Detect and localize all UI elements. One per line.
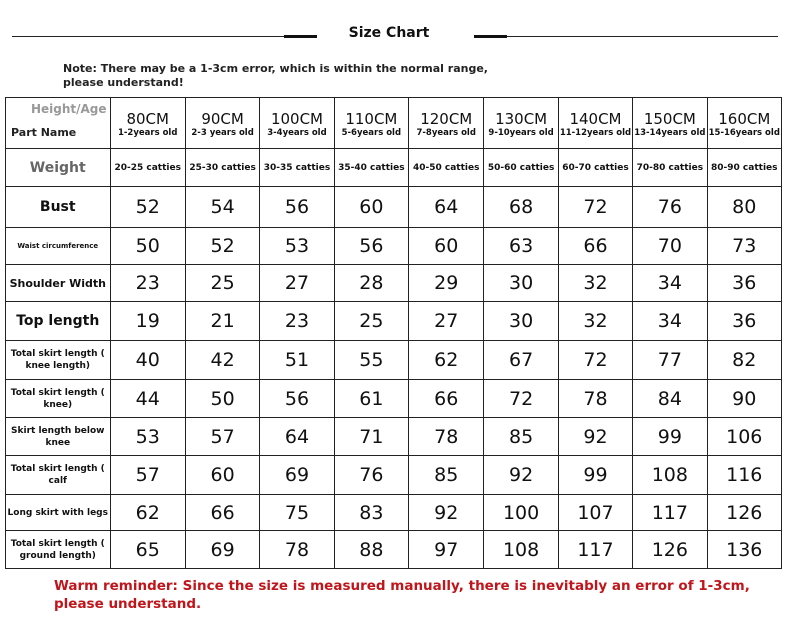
measurement-value: 21 (185, 302, 259, 341)
measurement-value: 77 (633, 341, 707, 380)
row-label: Waist circumference (6, 228, 111, 265)
row-label: Skirt length below knee (6, 418, 111, 456)
weight-value: 20-25 catties (110, 149, 185, 187)
age-label: 5-6years old (341, 127, 402, 138)
measurement-value: 28 (334, 265, 408, 302)
measurement-value: 25 (185, 265, 259, 302)
measurement-value: 64 (260, 418, 334, 456)
measurement-value: 56 (260, 187, 334, 228)
age-label: 9-10years old (488, 127, 554, 138)
weight-value: 70-80 catties (633, 149, 707, 187)
measurement-row (6, 531, 782, 569)
weight-label: Weight (6, 149, 111, 187)
measurement-value: 60 (185, 456, 259, 495)
measurement-value: 27 (409, 302, 484, 341)
measurement-value: 76 (334, 456, 408, 495)
measurement-value: 23 (110, 265, 185, 302)
size-label: 100CM (270, 109, 323, 128)
measurement-value: 90 (707, 380, 781, 418)
size-label: 110CM (345, 109, 398, 128)
measurement-value: 60 (409, 228, 484, 265)
header-row (6, 98, 782, 149)
measurement-value: 53 (110, 418, 185, 456)
measurement-value: 53 (260, 228, 334, 265)
measurement-value: 29 (409, 265, 484, 302)
age-label: 1-2years old (117, 127, 178, 138)
measurement-value: 44 (110, 380, 185, 418)
measurement-value: 85 (409, 456, 484, 495)
measurement-value: 116 (707, 456, 781, 495)
size-label: 150CM (643, 109, 696, 128)
size-header-cell (260, 98, 334, 149)
measurement-value: 40 (110, 341, 185, 380)
measurement-value: 30 (484, 265, 558, 302)
measurement-row (6, 302, 782, 341)
measurement-value: 66 (185, 495, 259, 531)
measurement-value: 126 (707, 495, 781, 531)
measurement-value: 62 (409, 341, 484, 380)
weight-value: 30-35 catties (260, 149, 334, 187)
weight-value: 25-30 catties (185, 149, 259, 187)
measurement-value: 19 (110, 302, 185, 341)
measurement-value: 71 (334, 418, 408, 456)
measurement-value: 27 (260, 265, 334, 302)
measurement-value: 99 (558, 456, 632, 495)
measurement-value: 75 (260, 495, 334, 531)
size-table (5, 97, 782, 569)
measurement-value: 57 (185, 418, 259, 456)
measurement-value: 106 (707, 418, 781, 456)
measurement-value: 56 (260, 380, 334, 418)
measurement-value: 50 (110, 228, 185, 265)
measurement-value: 92 (409, 495, 484, 531)
size-label: 140CM (569, 109, 622, 128)
measurement-value: 107 (558, 495, 632, 531)
measurement-value: 68 (484, 187, 558, 228)
measurement-value: 85 (484, 418, 558, 456)
measurement-value: 66 (409, 380, 484, 418)
measurement-value: 78 (409, 418, 484, 456)
title-rule-left (12, 36, 316, 37)
measurement-value: 61 (334, 380, 408, 418)
measurement-value: 62 (110, 495, 185, 531)
measurement-value: 72 (558, 187, 632, 228)
measurement-value: 88 (334, 531, 408, 569)
age-label: 2-3 years old (191, 127, 254, 138)
corner-cell (6, 98, 111, 149)
measurement-value: 84 (633, 380, 707, 418)
measurement-row (6, 380, 782, 418)
measurement-value: 30 (484, 302, 558, 341)
measurement-value: 32 (558, 302, 632, 341)
measurement-value: 72 (558, 341, 632, 380)
measurement-row (6, 265, 782, 302)
row-label: Bust (6, 187, 111, 228)
measurement-value: 78 (260, 531, 334, 569)
measurement-value: 97 (409, 531, 484, 569)
note-text: Note: There may be a 1-3cm error, which is within the normal range, please understand! (63, 62, 488, 89)
measurement-value: 52 (185, 228, 259, 265)
measurement-row (6, 418, 782, 456)
row-label: Total skirt length ( knee) (6, 380, 111, 418)
measurement-value: 69 (185, 531, 259, 569)
title-rule-left-accent (284, 35, 317, 38)
size-header-cell (334, 98, 408, 149)
measurement-row (6, 187, 782, 228)
measurement-value: 73 (707, 228, 781, 265)
measurement-value: 51 (260, 341, 334, 380)
size-header-cell (633, 98, 707, 149)
measurement-value: 92 (558, 418, 632, 456)
row-label: Total skirt length ( ground length) (6, 531, 111, 569)
measurement-value: 34 (633, 302, 707, 341)
measurement-value: 36 (707, 265, 781, 302)
measurement-value: 126 (633, 531, 707, 569)
measurement-value: 82 (707, 341, 781, 380)
measurement-value: 54 (185, 187, 259, 228)
measurement-value: 60 (334, 187, 408, 228)
size-label: 90CM (201, 109, 244, 128)
measurement-value: 57 (110, 456, 185, 495)
measurement-value: 64 (409, 187, 484, 228)
weight-value: 40-50 catties (409, 149, 484, 187)
measurement-value: 50 (185, 380, 259, 418)
row-label: Total skirt length ( knee length) (6, 341, 111, 380)
corner-part-name: Part Name (11, 126, 77, 139)
measurement-value: 136 (707, 531, 781, 569)
measurement-value: 34 (633, 265, 707, 302)
measurement-value: 36 (707, 302, 781, 341)
weight-value: 80-90 catties (707, 149, 781, 187)
measurement-row (6, 495, 782, 531)
size-label: 120CM (420, 109, 473, 128)
corner-height-age: Height/Age (30, 102, 107, 116)
weight-value: 35-40 catties (334, 149, 408, 187)
size-header-cell (110, 98, 185, 149)
measurement-value: 52 (110, 187, 185, 228)
measurement-value: 25 (334, 302, 408, 341)
measurement-value: 83 (334, 495, 408, 531)
measurement-value: 99 (633, 418, 707, 456)
size-header-cell (707, 98, 781, 149)
measurement-value: 76 (633, 187, 707, 228)
measurement-row (6, 341, 782, 380)
title-rule-right (474, 36, 778, 37)
age-label: 3-4years old (267, 127, 327, 138)
row-label: Shoulder Width (6, 265, 111, 302)
measurement-value: 117 (633, 495, 707, 531)
measurement-value: 70 (633, 228, 707, 265)
weight-value: 50-60 catties (484, 149, 558, 187)
title-rule-right-accent (474, 35, 507, 38)
measurement-value: 42 (185, 341, 259, 380)
measurement-value: 108 (633, 456, 707, 495)
measurement-value: 117 (558, 531, 632, 569)
measurement-value: 67 (484, 341, 558, 380)
size-header-cell (409, 98, 484, 149)
measurement-value: 55 (334, 341, 408, 380)
measurement-value: 108 (484, 531, 558, 569)
age-label: 7-8years old (416, 127, 476, 138)
warm-reminder: Warm reminder: Since the size is measured manually, there is inevitably an error of 1-3cm, please understand. (54, 578, 750, 612)
measurement-row (6, 228, 782, 265)
measurement-row (6, 456, 782, 495)
row-label: Total skirt length ( calf (6, 456, 111, 495)
measurement-value: 66 (558, 228, 632, 265)
page-title: Size Chart (348, 25, 430, 41)
measurement-value: 100 (484, 495, 558, 531)
measurement-value: 92 (484, 456, 558, 495)
age-label: 15-16years old (708, 127, 780, 138)
size-header-cell (185, 98, 259, 149)
measurement-value: 65 (110, 531, 185, 569)
weight-row (6, 149, 782, 187)
size-label: 80CM (126, 109, 169, 128)
title-bar (0, 22, 790, 50)
size-label: 160CM (718, 109, 771, 128)
measurement-value: 56 (334, 228, 408, 265)
measurement-value: 78 (558, 380, 632, 418)
measurement-value: 80 (707, 187, 781, 228)
measurement-value: 69 (260, 456, 334, 495)
row-label: Long skirt with legs (6, 495, 111, 531)
size-header-cell (484, 98, 558, 149)
age-label: 11-12years old (559, 127, 632, 138)
measurement-value: 72 (484, 380, 558, 418)
size-label: 130CM (495, 109, 548, 128)
measurement-value: 23 (260, 302, 334, 341)
row-label: Top length (6, 302, 111, 341)
size-header-cell (558, 98, 632, 149)
weight-value: 60-70 catties (558, 149, 632, 187)
measurement-value: 32 (558, 265, 632, 302)
age-label: 13-14years old (634, 127, 706, 138)
measurement-value: 63 (484, 228, 558, 265)
